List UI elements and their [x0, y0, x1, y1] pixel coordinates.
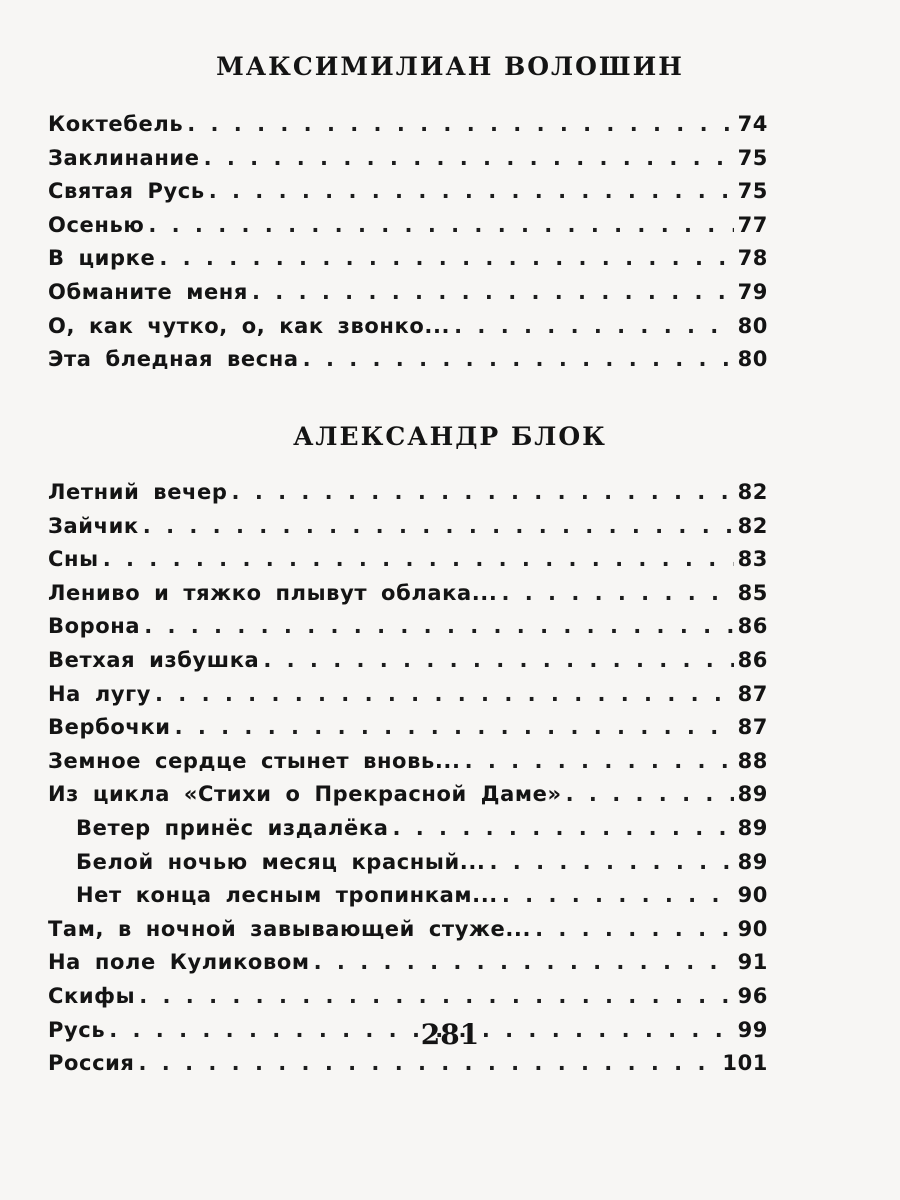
toc-entry-page: 90	[737, 883, 768, 908]
dot-leader	[187, 112, 733, 136]
toc-entry-page: 77	[737, 212, 768, 237]
toc-entry-page: 80	[737, 347, 768, 372]
toc-entry	[48, 1051, 768, 1085]
dot-leader	[392, 816, 733, 840]
toc-entry-page: 86	[737, 647, 768, 672]
toc-entry-page: 88	[737, 748, 768, 773]
toc-entry	[48, 547, 768, 581]
dot-leader	[252, 280, 734, 304]
toc-entry-title: Русь	[48, 1017, 106, 1042]
toc-entry-title: Скифы	[48, 983, 136, 1008]
dot-leader	[139, 984, 733, 1008]
toc-entry-title: В цирке	[48, 246, 156, 271]
toc-entry	[48, 480, 768, 514]
dot-leader	[155, 682, 734, 706]
dot-leader	[204, 146, 734, 170]
toc-entry-title: Ветхая избушка	[48, 647, 260, 672]
toc-entry-title: На лугу	[48, 681, 151, 706]
dot-leader	[159, 246, 733, 270]
dot-leader	[490, 850, 734, 874]
toc-list-voloshin	[48, 112, 768, 381]
toc-entry-page: 87	[737, 715, 768, 740]
toc-entry-title: Летний вечер	[48, 480, 228, 504]
toc-entry	[48, 782, 768, 816]
toc-entry-page: 75	[737, 179, 768, 204]
toc-entry-title: На поле Куликовом	[48, 950, 310, 975]
toc-entry	[48, 984, 768, 1018]
dot-leader	[209, 179, 734, 203]
toc-entry-page: 86	[737, 614, 768, 639]
toc-entry-page: 89	[737, 849, 768, 874]
toc-subentry	[48, 883, 768, 917]
section-title-blok: АЛЕКСАНДР БЛОК	[293, 422, 607, 451]
toc-entry-page: 96	[737, 983, 768, 1008]
section-title-voloshin: МАКСИМИЛИАН ВОЛОШИН	[216, 52, 684, 81]
dot-leader	[139, 1051, 719, 1075]
dot-leader	[566, 782, 734, 806]
dot-leader	[535, 917, 734, 941]
dot-leader	[501, 581, 733, 605]
toc-entry	[48, 749, 768, 783]
toc-entry	[48, 917, 768, 951]
toc-entry-title: Лениво и тяжко плывут облака...	[48, 580, 498, 605]
toc-entry-title: Вербочки	[48, 715, 171, 740]
toc-entry	[48, 614, 768, 648]
toc-entry	[48, 715, 768, 749]
toc-entry	[48, 246, 768, 280]
toc-entry-page: 85	[737, 580, 768, 605]
toc-entry-title: Осенью	[48, 212, 145, 237]
toc-entry-page: 89	[737, 815, 768, 840]
toc-entry-title: О, как чутко, о, как звонко...	[48, 313, 451, 338]
toc-entry	[48, 213, 768, 247]
toc-entry-title: Святая Русь	[48, 179, 205, 204]
toc-entry	[48, 280, 768, 314]
toc-entry-page: 90	[737, 916, 768, 941]
toc-entry-page: 79	[737, 279, 768, 304]
dot-leader	[502, 883, 734, 907]
toc-entry-title: Обманите меня	[48, 279, 249, 304]
dot-leader	[314, 950, 734, 974]
toc-entry-title: Зайчик	[48, 513, 139, 538]
toc-entry-title: Из цикла «Стихи о Прекрасной Даме»	[48, 782, 562, 807]
toc-entry-page: 82	[737, 480, 768, 504]
toc-entry-title: Белой ночью месяц красный...	[76, 849, 486, 874]
dot-leader	[144, 614, 733, 638]
toc-entry	[48, 146, 768, 180]
toc-entry	[48, 179, 768, 213]
toc-entry-page: 80	[737, 313, 768, 338]
dot-leader	[263, 648, 733, 672]
toc-entry-page: 83	[737, 547, 768, 572]
dot-leader	[232, 480, 734, 504]
toc-entry-page: 78	[737, 246, 768, 271]
dot-leader	[465, 749, 734, 773]
toc-list-blok	[48, 480, 768, 1085]
dot-leader	[303, 347, 734, 371]
toc-entry	[48, 347, 768, 381]
dot-leader	[454, 314, 733, 338]
toc-entry	[48, 648, 768, 682]
toc-entry-title: Коктебель	[48, 112, 184, 136]
toc-entry-page: 75	[737, 145, 768, 170]
toc-entry	[48, 112, 768, 146]
toc-entry-title: Ветер принёс издалёка	[76, 815, 389, 840]
toc-entry-page: 87	[737, 681, 768, 706]
dot-leader	[175, 715, 734, 739]
toc-subentry	[48, 816, 768, 850]
toc-entry-title: Нет конца лесным тропинкам...	[76, 883, 498, 908]
toc-entry-title: Россия	[48, 1051, 135, 1076]
toc-entry-page: 99	[737, 1017, 768, 1042]
dot-leader	[143, 514, 734, 538]
toc-entry-page: 101	[722, 1051, 768, 1076]
toc-entry-title: Ворона	[48, 614, 141, 639]
toc-entry-title: Заклинание	[48, 145, 200, 170]
toc-entry	[48, 314, 768, 348]
toc-entry-page: 91	[737, 950, 768, 975]
toc-entry-title: Эта бледная весна	[48, 347, 299, 372]
toc-entry-title: Там, в ночной завывающей стуже...	[48, 916, 532, 941]
toc-subentry	[48, 850, 768, 884]
toc-entry-title: Сны	[48, 547, 99, 572]
toc-entry-page: 74	[737, 112, 768, 136]
toc-entry	[48, 682, 768, 716]
toc-entry-title: Земное сердце стынет вновь...	[48, 748, 461, 773]
dot-leader	[148, 213, 733, 237]
toc-entry	[48, 514, 768, 548]
toc-entry-page: 82	[737, 513, 768, 538]
dot-leader	[103, 547, 734, 571]
page-number: 281	[420, 1018, 480, 1051]
toc-entry	[48, 581, 768, 615]
toc-entry-page: 89	[737, 782, 768, 807]
toc-entry	[48, 950, 768, 984]
